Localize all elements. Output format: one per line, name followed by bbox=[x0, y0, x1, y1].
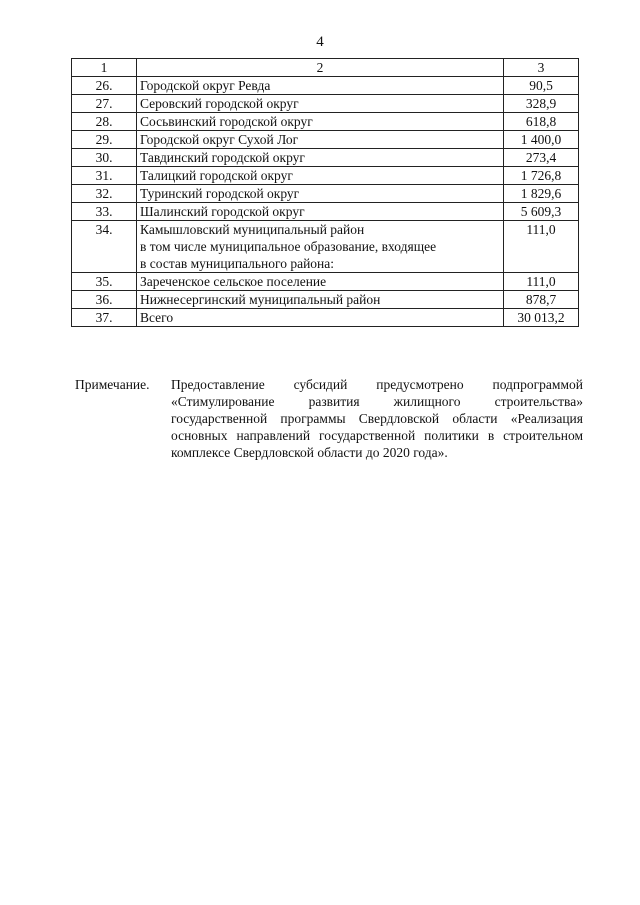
table-row bbox=[72, 77, 579, 95]
row-number: 34. bbox=[72, 221, 137, 273]
subsidies-table bbox=[71, 58, 579, 327]
table-row bbox=[72, 95, 579, 113]
municipality-name-line: Нижнесергинский муниципальный район bbox=[140, 292, 381, 307]
table-row bbox=[72, 291, 579, 309]
row-municipality bbox=[137, 309, 504, 327]
municipality-name-line: Городской округ Сухой Лог bbox=[140, 132, 299, 147]
table-row bbox=[72, 273, 579, 291]
table-row bbox=[72, 167, 579, 185]
municipality-name-line: Тавдинский городской округ bbox=[140, 150, 305, 165]
row-number: 31. bbox=[72, 167, 137, 185]
page-number: 4 bbox=[316, 34, 324, 50]
row-number: 37. bbox=[72, 309, 137, 327]
row-amount: 5 609,3 bbox=[504, 203, 579, 221]
municipality-name-line: Туринский городской округ bbox=[140, 186, 300, 201]
row-amount: 1 400,0 bbox=[504, 131, 579, 149]
row-number: 27. bbox=[72, 95, 137, 113]
note-line: «Стимулирование развития жилищного строительства» bbox=[171, 394, 583, 409]
row-number: 32. bbox=[72, 185, 137, 203]
table-row bbox=[72, 113, 579, 131]
table-row bbox=[72, 185, 579, 203]
municipality-name-line: Сосьвинский городской округ bbox=[140, 114, 313, 129]
row-municipality bbox=[137, 185, 504, 203]
row-municipality bbox=[137, 77, 504, 95]
row-municipality bbox=[137, 131, 504, 149]
municipality-name-line: Камышловский муниципальный район bbox=[140, 222, 365, 237]
row-number: 35. bbox=[72, 273, 137, 291]
municipality-name-line: Городской округ Ревда bbox=[140, 78, 271, 93]
note-line: Предоставление субсидий предусмотрено подпрограммой bbox=[171, 377, 583, 392]
row-amount: 111,0 bbox=[504, 273, 579, 291]
table-header-row bbox=[72, 59, 579, 77]
row-amount: 273,4 bbox=[504, 149, 579, 167]
row-number: 26. bbox=[72, 77, 137, 95]
table-row bbox=[72, 149, 579, 167]
row-municipality bbox=[137, 291, 504, 309]
municipality-name-line: Всего bbox=[140, 310, 174, 325]
municipality-name-line: Зареченское сельское поселение bbox=[140, 274, 327, 289]
note-line: комплексе Свердловской области до 2020 года». bbox=[171, 445, 448, 460]
row-municipality bbox=[137, 273, 504, 291]
table-row bbox=[72, 309, 579, 327]
row-amount: 30 013,2 bbox=[504, 309, 579, 327]
table-row bbox=[72, 203, 579, 221]
note-body bbox=[171, 376, 583, 461]
row-municipality bbox=[137, 221, 504, 273]
row-number: 30. bbox=[72, 149, 137, 167]
row-municipality bbox=[137, 203, 504, 221]
row-number: 29. bbox=[72, 131, 137, 149]
note-label: Примечание. bbox=[75, 377, 150, 392]
header-col-3: 3 bbox=[504, 59, 579, 77]
row-number: 28. bbox=[72, 113, 137, 131]
header-col-1: 1 bbox=[72, 59, 137, 77]
row-municipality bbox=[137, 167, 504, 185]
row-number: 33. bbox=[72, 203, 137, 221]
municipality-name-line: Шалинский городской округ bbox=[140, 204, 305, 219]
row-amount: 328,9 bbox=[504, 95, 579, 113]
municipality-name-line: в состав муниципального района: bbox=[140, 256, 335, 271]
row-amount: 1 726,8 bbox=[504, 167, 579, 185]
header-col-2: 2 bbox=[137, 59, 504, 77]
table-row bbox=[72, 131, 579, 149]
row-amount: 111,0 bbox=[504, 221, 579, 273]
row-amount: 618,8 bbox=[504, 113, 579, 131]
row-amount: 878,7 bbox=[504, 291, 579, 309]
table-row bbox=[72, 221, 579, 273]
row-municipality bbox=[137, 113, 504, 131]
row-municipality bbox=[137, 149, 504, 167]
municipality-name-line: Серовский городской округ bbox=[140, 96, 299, 111]
row-number: 36. bbox=[72, 291, 137, 309]
row-municipality bbox=[137, 95, 504, 113]
row-amount: 1 829,6 bbox=[504, 185, 579, 203]
municipality-name-line: Талицкий городской округ bbox=[140, 168, 293, 183]
municipality-name-line: в том числе муниципальное образование, входящее bbox=[140, 239, 437, 254]
row-amount: 90,5 bbox=[504, 77, 579, 95]
note-line: основных направлений государственной политики в строительном bbox=[171, 428, 583, 443]
note-line: государственной программы Свердловской области «Реализация bbox=[171, 411, 583, 426]
